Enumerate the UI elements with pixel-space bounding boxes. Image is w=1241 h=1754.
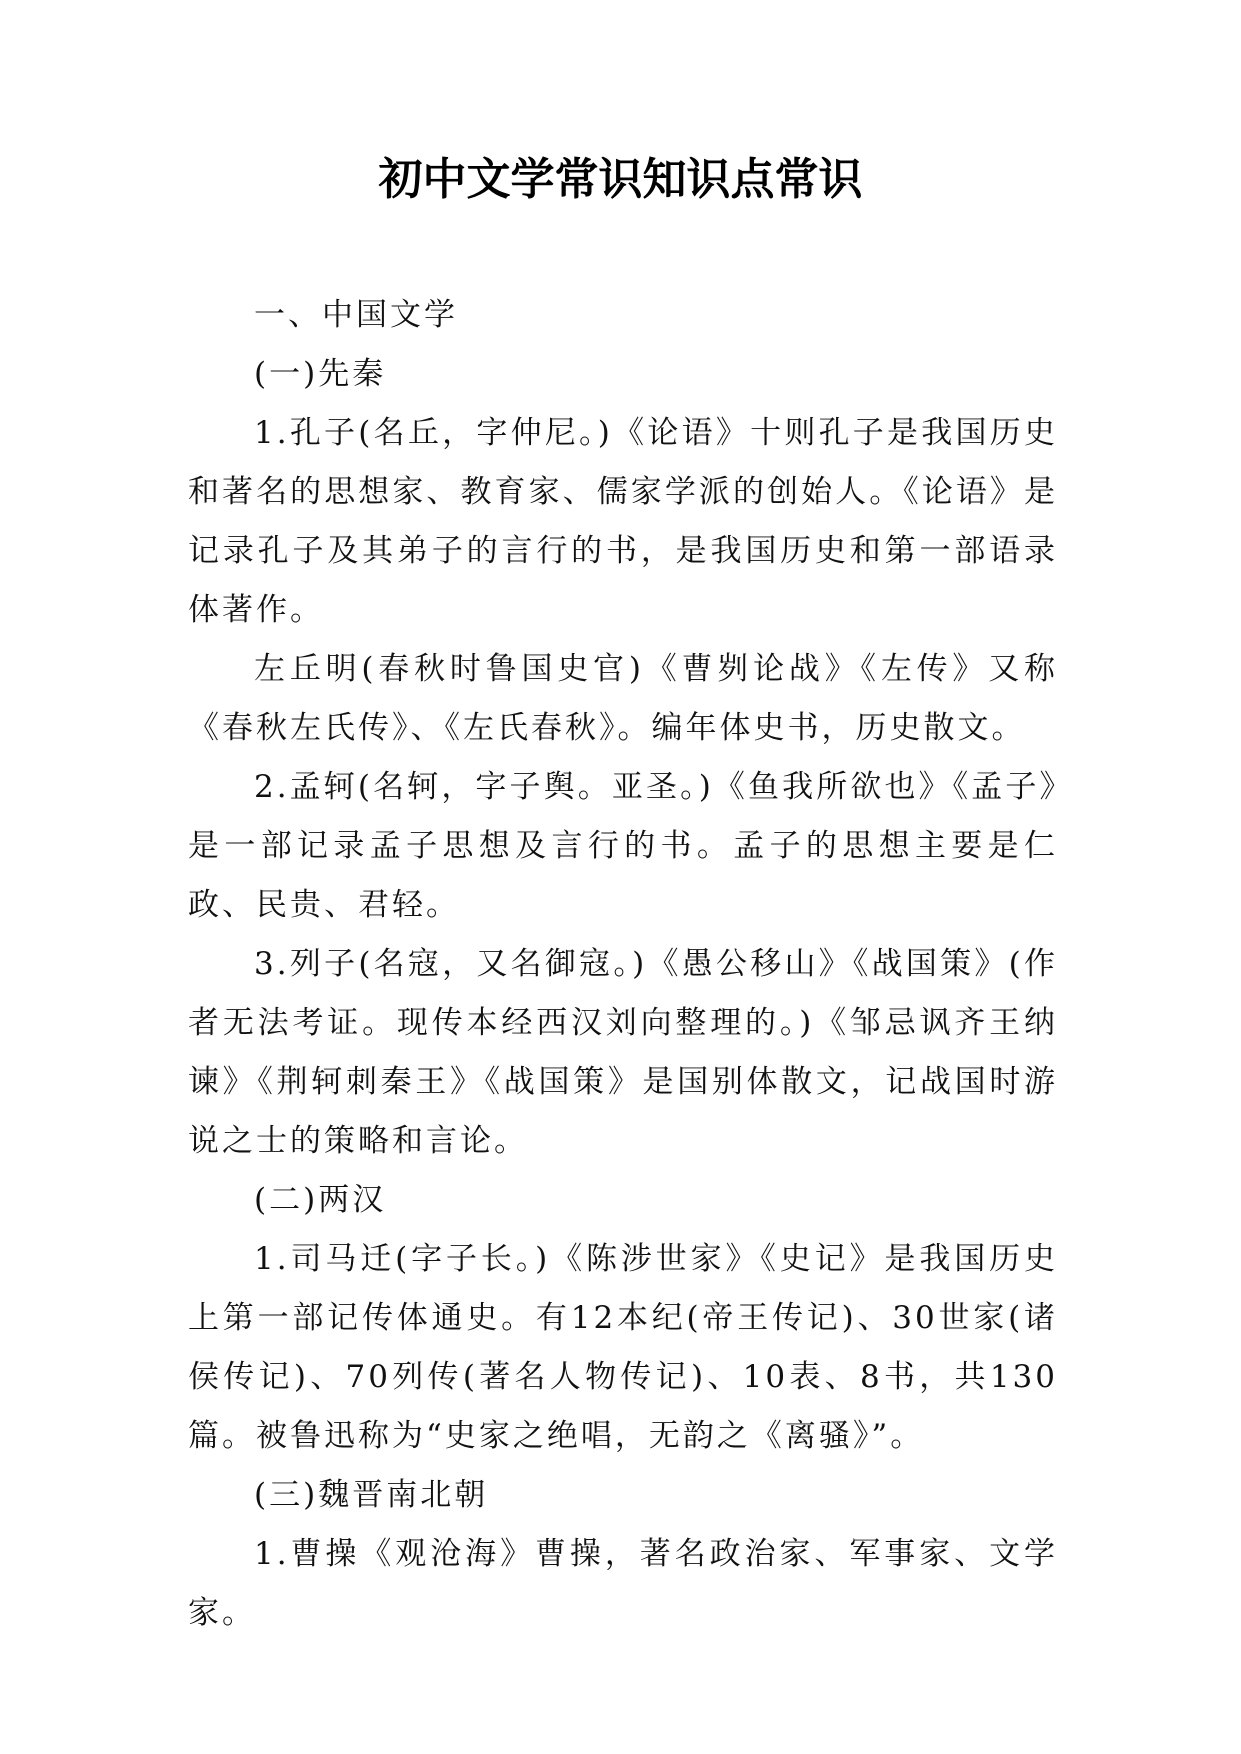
document-title: 初中文学常识知识点常识 — [378, 154, 863, 205]
subsection-heading-han: (二)两汉 — [254, 1182, 387, 1218]
paragraph-mencius: 2.孟轲(名轲，字子舆。亚圣。)《鱼我所欲也》《孟子》是一部记录孟子思想及言行的书。孟子的思想主要是仁政、民贵、君轻。 — [188, 769, 1058, 923]
paragraph-zuo-qiuming: 左丘明(春秋时鲁国史官)《曹刿论战》《左传》又称《春秋左氏传》、《左氏春秋》。编年体史书，历史散文。 — [188, 651, 1058, 746]
paragraph-liezi: 3.列子(名寇，又名御寇。)《愚公移山》《战国策》(作者无法考证。现传本经西汉刘向整理的。)《邹忌讽齐王纳谏》《荆轲刺秦王》《战国策》是国别体散文，记战国时游说之士的策略和言论。 — [188, 946, 1058, 1159]
section-heading-chinese-literature: 一、中国文学 — [254, 297, 458, 333]
paragraph-cao-cao: 1.曹操《观沧海》曹操，著名政治家、军事家、文学家。 — [188, 1536, 1058, 1631]
paragraph-sima-qian: 1.司马迁(字子长。)《陈涉世家》《史记》是我国历史上第一部记传体通史。有12本纪(帝王传记)、30世家(诸侯传记)、70列传(著名人物传记)、10表、8书，共130篇。被鲁迅称为“史家之绝唱，无韵之《离骚》”。 — [188, 1241, 1058, 1454]
document-body — [188, 286, 1058, 1643]
subsection-heading-wei-jin: (三)魏晋南北朝 — [254, 1477, 489, 1513]
paragraph-confucius: 1.孔子(名丘，字仲尼。)《论语》十则孔子是我国历史和著名的思想家、教育家、儒家学派的创始人。《论语》是记录孔子及其弟子的言行的书，是我国历史和第一部语录体著作。 — [188, 415, 1058, 628]
subsection-heading-pre-qin: (一)先秦 — [254, 356, 387, 392]
